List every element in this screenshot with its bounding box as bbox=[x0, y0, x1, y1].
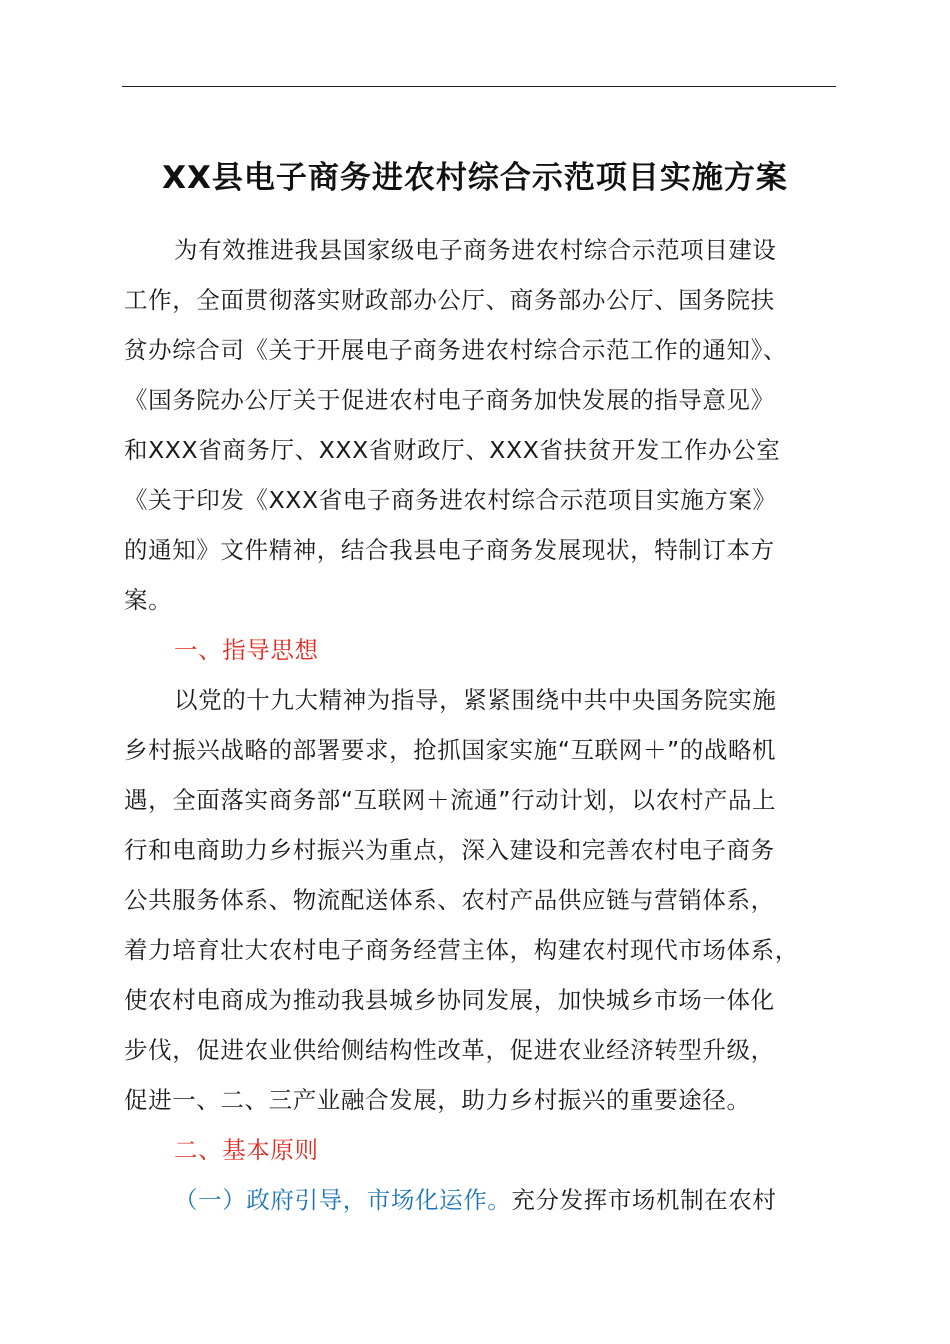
paragraph-line: 和XXX省商务厅、XXX省财政厅、XXX省扶贫开发工作办公室 bbox=[124, 436, 781, 464]
paragraph-line: 《关于印发《XXX省电子商务进农村综合示范项目实施方案》 bbox=[124, 486, 777, 514]
paragraph-line: 步伐，促进农业供给侧结构性改革，促进农业经济转型升级， bbox=[124, 1036, 775, 1064]
paragraph-line: 使农村电商成为推动我县城乡协同发展，加快城乡市场一体化 bbox=[124, 986, 775, 1014]
paragraph-line: 为有效推进我县国家级电子商务进农村综合示范项目建设 bbox=[174, 236, 777, 264]
document-body bbox=[124, 225, 836, 1225]
sub-heading: （一）政府引导，市场化运作。 bbox=[174, 1186, 512, 1214]
paragraph-line: 行和电商助力乡村振兴为重点，深入建设和完善农村电子商务 bbox=[124, 836, 775, 864]
paragraph-line: 以党的十九大精神为指导，紧紧围绕中共中央国务院实施 bbox=[174, 686, 777, 714]
paragraph-line: 的通知》文件精神，结合我县电子商务发展现状，特制订本方 bbox=[124, 536, 775, 564]
header-rule bbox=[122, 86, 836, 87]
paragraph-line: 工作，全面贯彻落实财政部办公厅、商务部办公厅、国务院扶 bbox=[124, 286, 775, 314]
paragraph-line: 促进一、二、三产业融合发展，助力乡村振兴的重要途径。 bbox=[124, 1086, 751, 1114]
paragraph-line: 着力培育壮大农村电子商务经营主体，构建农村现代市场体系， bbox=[124, 936, 799, 964]
sub-heading-text: 充分发挥市场机制在农村 bbox=[511, 1186, 777, 1214]
section-heading-guiding-thought: 一、指导思想 bbox=[174, 636, 319, 664]
paragraph-line: 案。 bbox=[124, 586, 173, 614]
paragraph-line: 遇，全面落实商务部“互联网＋流通”行动计划，以农村产品上 bbox=[124, 786, 777, 814]
section-heading-basic-principles: 二、基本原则 bbox=[174, 1136, 319, 1164]
paragraph-line: 乡村振兴战略的部署要求，抢抓国家实施“互联网＋”的战略机 bbox=[124, 736, 777, 764]
paragraph-line: 公共服务体系、物流配送体系、农村产品供应链与营销体系， bbox=[124, 886, 775, 914]
document-title: XX县电子商务进农村综合示范项目实施方案 bbox=[162, 160, 788, 196]
paragraph-line: 贫办综合司《关于开展电子商务进农村综合示范工作的通知》、 bbox=[124, 336, 788, 364]
paragraph-line: 《国务院办公厅关于促进农村电子商务加快发展的指导意见》 bbox=[124, 386, 775, 414]
paragraph-line bbox=[124, 1175, 836, 1225]
